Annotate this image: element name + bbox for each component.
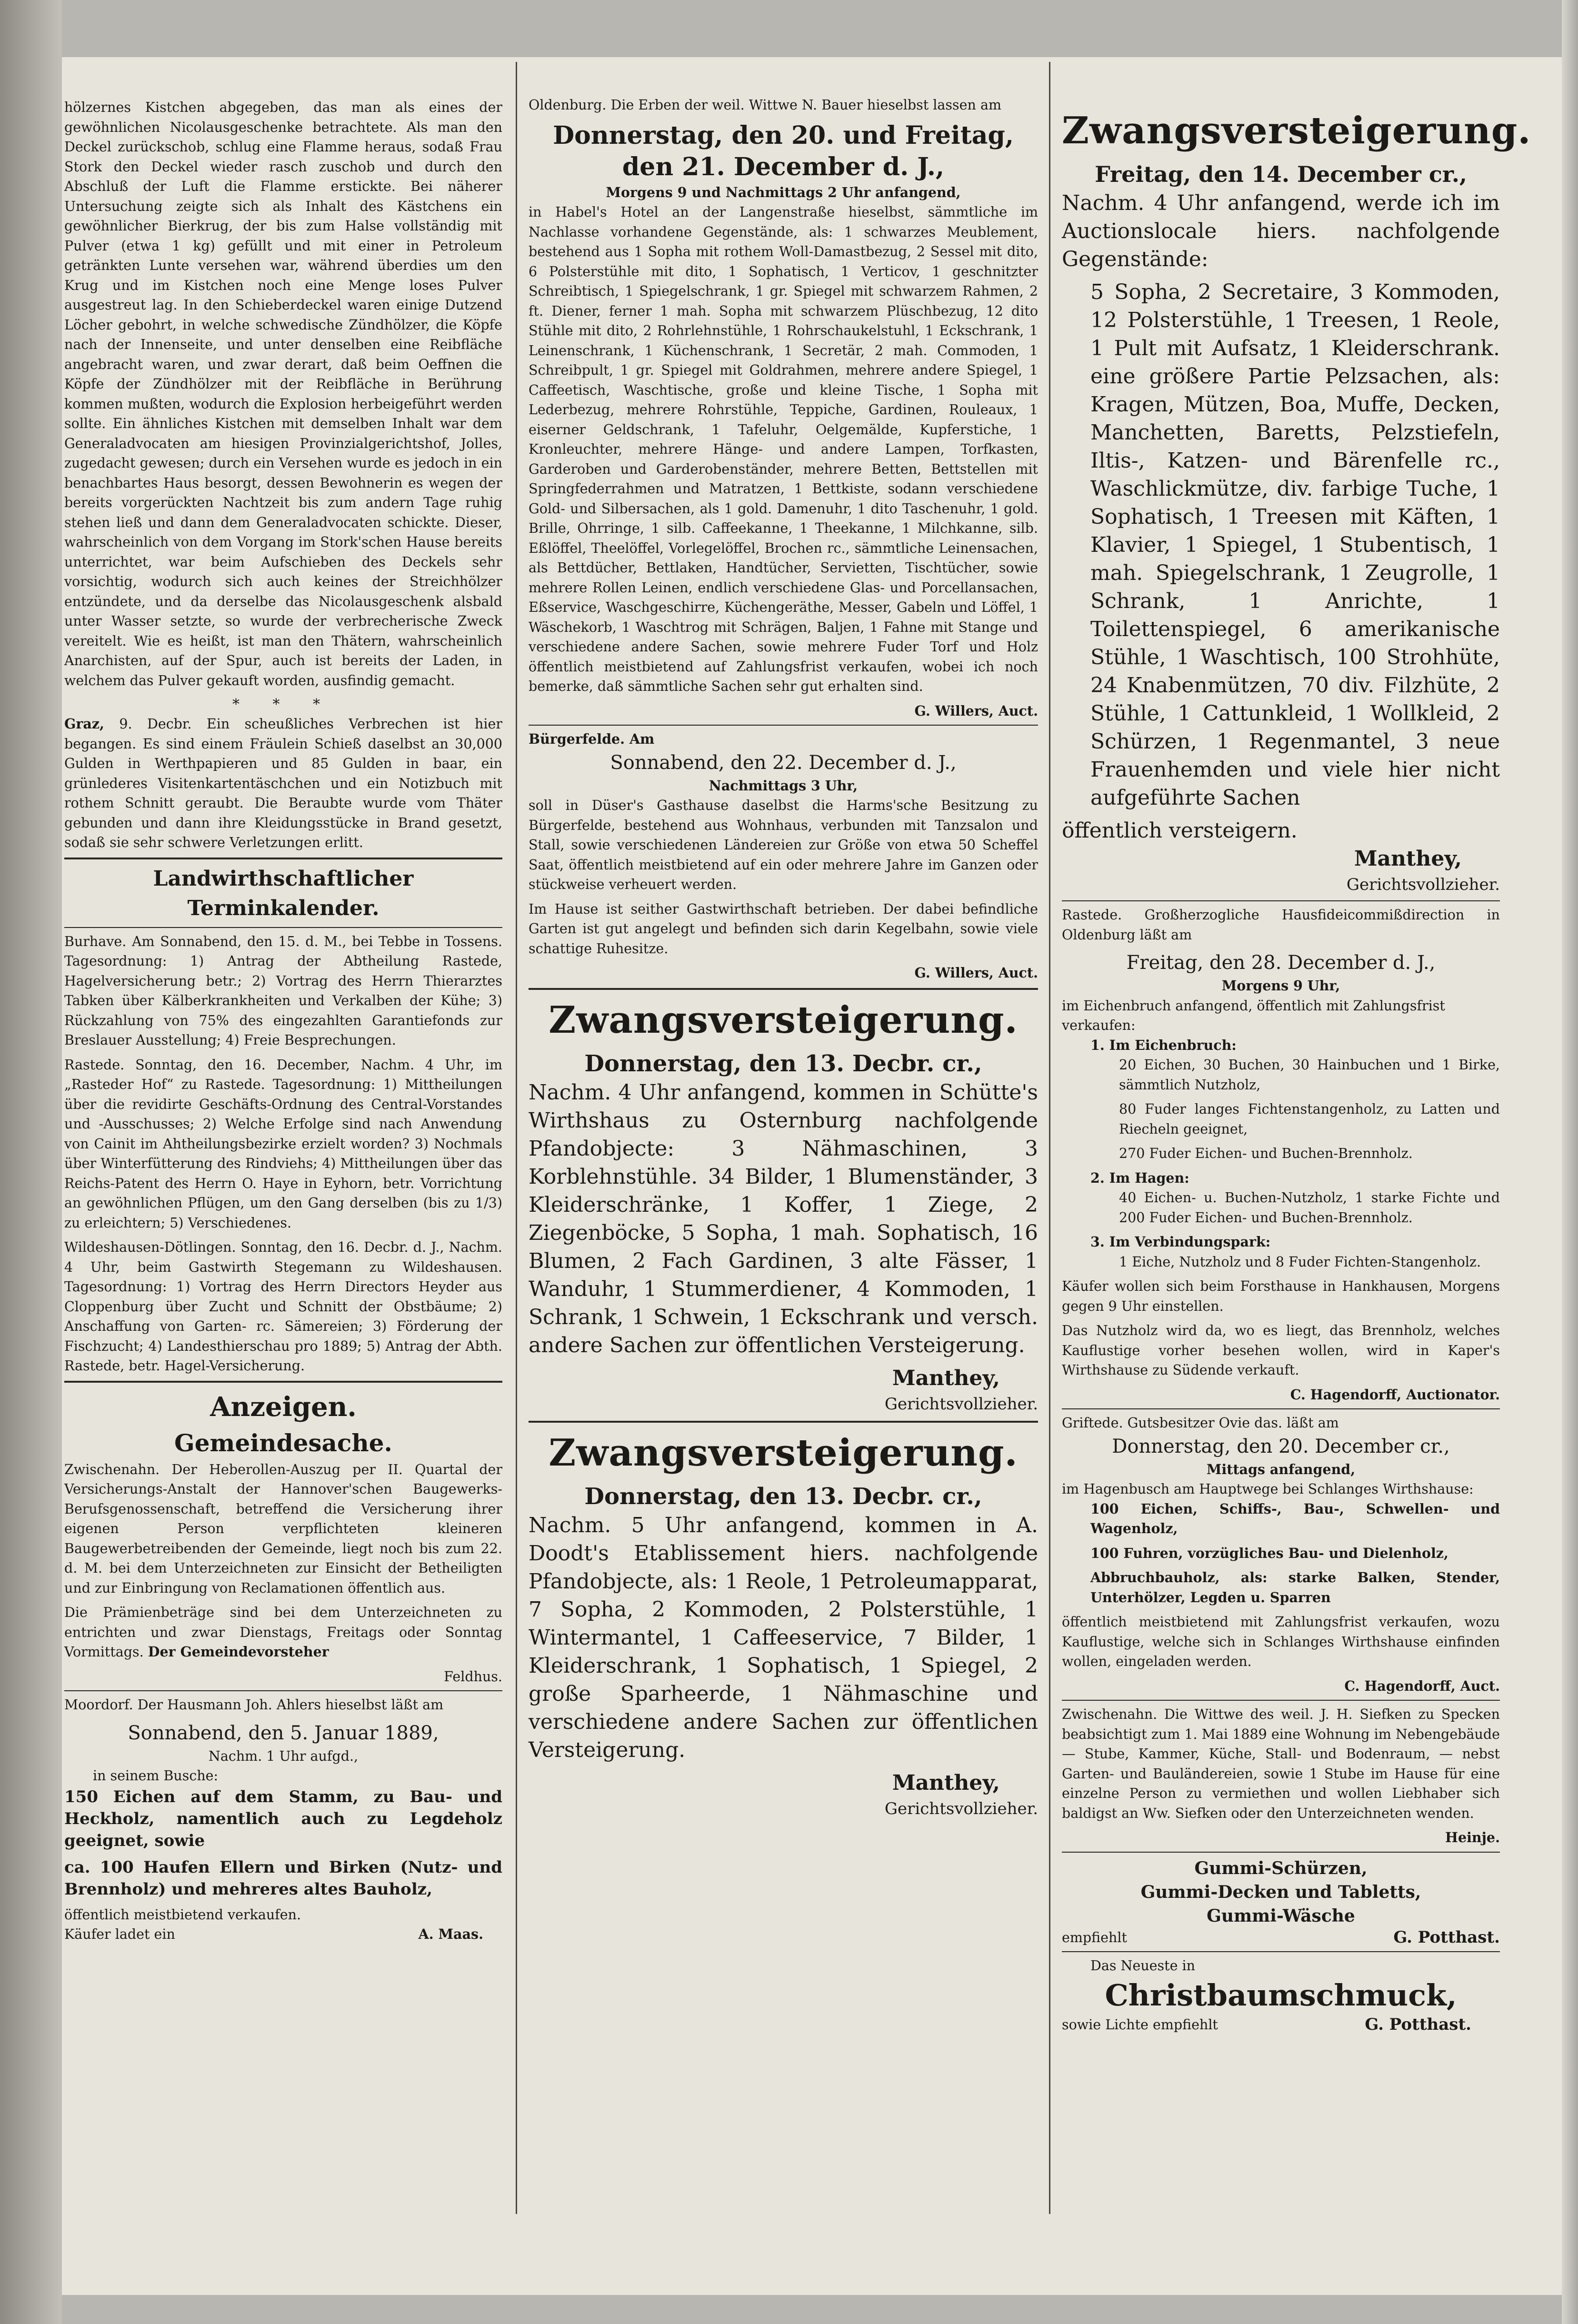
praemien-text: Die Prämienbeträge sind bei dem Unterzeichneten zu entrichten und zwar Dienstags, Freitags oder Sonntag Vormittags. (64, 1605, 502, 1660)
graz-place: Graz, (64, 716, 104, 732)
separator-stars: * * * (232, 696, 335, 713)
moordorf-intro: Moordorf. Der Hausmann Joh. Ahlers hieselbst läßt am (64, 1697, 444, 1713)
buergerfelde-text: soll in Düser's Gasthause daselbst die Harms'sche Besitzung zu Bürgerfelde, bestehend aus Wohnhaus, verbunden mit Tanzsalon und Stall, sowie verschiedenen Ländereien zur Größe von etwa 50 Scheffel Saat, öffentlich meistbietend auf ein oder mehrere Jahre im Ganzen oder stückweise verheuert werden. (529, 798, 1038, 892)
christbaum-footer (1062, 2015, 1500, 2035)
divider (1062, 900, 1500, 901)
zw3-list: 5 Sopha, 2 Secretaire, 3 Kommoden, 12 Polsterstühle, 1 Treesen, 1 Reole, 1 Pult mit Aufsatz, 1 Kleiderschrank. eine größere Partie Pelzsachen, als: Kragen, Mützen, Boa, Muffe, Decken, Manchetten, Baretts, Pelzstiefeln, Iltis-, Katzen- und Bärenfelle rc., Waschlickmütze, div. farbige Tuche, 1 Sophatisch, 1 Treesen mit Käften, 1 Klavier, 1 Spiegel, 1 Stubentisch, 1 mah. Spiegelschrank, 1 Zeugrolle, 1 Schrank, 1 Anrichte, 1 Toilettenspiegel, 6 amerikanische Stühle, 1 Waschtisch, 100 Strohhüte, 24 Knabenmützen, 70 div. Filzhüte, 2 Stühle, 1 Cattunkleid, 1 Wollkleid, 2 Schürzen, 1 Regenmantel, 3 neue Frauenhemden und viele hier nicht aufgeführte Sachen (1090, 280, 1500, 810)
divider (64, 1690, 502, 1691)
griftede-location: im Hagenbusch am Hauptwege bei Schlanges Wirthshause: (1062, 1481, 1474, 1497)
forsthaus-note: Käufer wollen sich beim Forsthause in Hankhausen, Morgens gegen 9 Uhr einstellen. (1062, 1278, 1500, 1314)
signature-hagendorff-1: C. Hagendorff, Auctionator. (1290, 1386, 1500, 1403)
zw1-text: Nachm. 4 Uhr anfangend, kommen in Schütte's Wirthshaus zu Osternburg nachfolgende Pfandobjecte: 3 Nähmaschinen, 3 Korblehnstühle. 34 Bilder, 1 Blumenständer, 3 Kleiderschränke, 1 Koffer, 1 Ziege, 2 Ziegenböcke, 5 Sopha, 1 mah. Sophatisch, 16 Blumen, 2 Fach Gardinen, 3 alte Fässer, 1 Wanduhr, 1 Stummerdiener, 4 Kommoden, 1 Schrank, 1 Schwein, 1 Eckschrank und versch. andere Sachen zur öffentlichen Versteigerung. (529, 1080, 1038, 1357)
article-graz (64, 714, 502, 853)
griftede-text: öffentlich meistbietend mit Zahlungsfrist verkaufen, wozu Kauflustige, welche sich in Schlanges Wirthshause einfinden wollen, eingeladen werden. (1062, 1614, 1500, 1669)
oldenburg-time: Morgens 9 und Nachmittags 2 Uhr anfangend, (606, 184, 961, 200)
zw3-date: Freitag, den 14. December cr., (1095, 161, 1467, 187)
griftede-item-3: Abbruchbauholz, als: starke Balken, Stender, Unterhölzer, Legden u. Sparren (1090, 1569, 1500, 1606)
rastede-date: Freitag, den 28. December d. J., (1126, 952, 1436, 974)
list-heading-2: 2. Im Hagen: (1090, 1169, 1189, 1186)
rastede-intro: Rastede. Großherzogliche Hausfideicommißdirection in Oldenburg läßt am (1062, 907, 1500, 943)
signature-potthast-2: G. Potthast. (1365, 2015, 1471, 2034)
gemeindevorsteher: Der Gemeindevorsteher (148, 1644, 329, 1660)
graz-text: 9. Decbr. Ein scheußliches Verbrechen ist hier begangen. Es sind einem Fräulein Schieß daselbst an 30,000 Gulden in Werthpapieren und 85 Gulden in baar, ein grünlederes Visitenkartentäschchen und ein Notizbuch mit rothem Schnitt geraubt. Die Beraubte wurde vom Thäter gebunden und dann ihre Kleidungsstücke in Brand gesetzt, sodaß sie sehr schwere Verletzungen erlitt. (64, 716, 503, 850)
praemien-notice (64, 1603, 502, 1662)
neueste-text: Das Neueste in (1090, 1958, 1196, 1974)
zw2-text: Nachm. 5 Uhr anfangend, kommen in A. Doodt's Etablissement hiers. nachfolgende Pfandobjecte, als: 1 Reole, 1 Petroleumapparat, 7 Sopha, 2 Kommoden, 2 Polsterstühle, 1 Wintermantel, 1 Caffeeservice, 7 Bilder, 1 Kleiderschrank, 1 Sophatisch, 1 Spiegel, 2 große Sparheerde, 1 Nähmaschine und verschiedene andere Sachen zur öffentlichen Versteigerung. (529, 1513, 1038, 1762)
list-item-2a: 40 Eichen- u. Buchen-Nutzholz, 1 starke Fichte und 200 Fuder Eichen- und Buchen-Brennholz. (1119, 1190, 1500, 1226)
zw3-intro: Nachm. 4 Uhr anfangend, werde ich im Auctionslocale hiers. nachfolgende Gegenstände: (1062, 191, 1500, 271)
gummi-footer (1062, 1928, 1500, 1948)
zwischenahn-wohnung: Zwischenahn. Die Wittwe des weil. J. H. Siefken zu Specken beabsichtigt zum 1. Mai 1889 eine Wohnung im Nebengebäude — Stube, Kammer, Küche, Stall- und Bodenraum, — nebst Garten- und Bauländereien, sowie 1 Stube im Hause für eine einzelne Person zu vermiethen und wollen Liebhaber sich baldigst an Ww. Siefken oder den Unterzeichneten wenden. (1062, 1706, 1500, 1821)
book-spine (0, 0, 62, 2324)
gemeindesache-heading: Gemeindesache. (174, 1428, 392, 1457)
griftede-date: Donnerstag, den 20. December cr., (1112, 1435, 1450, 1457)
oldenburg-inventory: in Habel's Hotel an der Langenstraße hieselbst, sämmtliche im Nachlasse vorhandene Gegenstände, als: 1 schwarzes Meublement, bestehend aus 1 Sopha mit rothem Woll-Damastbezug, 2 Sessel mit dito, 6 Polsterstühle mit dito, 1 Sophatisch, 1 Verticov, 1 geschnitzter Schreibtisch, 1 Spiegelschrank, 1 gr. Spiegel mit schwarzem Rahmen, 2 ft. Diener, ferner 1 mah. Sopha mit schwarzem Plüschbezug, 12 dito Stühle mit dito, 2 Rohrlehnstühle, 1 Rohrschaukelstuhl, 1 Eckschrank, 1 Leinenschrank, 1 Küchenschrank, 1 Secretär, 2 mah. Commoden, 1 Schreibpult, 1 gr. Spiegel mit Goldrahmen, mehrere andere Spiegel, 1 Caffeetisch, Waschtische, große und kleine Tische, 1 Sopha mit Lederbezug, mehrere Rohrstühle, Teppiche, Gardinen, Rouleaux, 1 eiserner Geldschrank, 1 Tafeluhr, Oelgemälde, Kupferstiche, 1 Kronleuchter, mehrere Hänge- und andere Lampen, Torfkasten, Garderoben und Garderobenständer, mehrere Betten, Bettstellen mit Springfederrahmen und Matratzen, 1 Bettkiste, sodann verschiedene Gold- und Silbersachen, als 1 gold. Damenuhr, 1 dito Taschenuhr, 1 gold. Brille, Ohrringe, 1 silb. Caffeekanne, 1 Theekanne, 1 Milchkanne, silb. Eßlöffel, Theelöffel, Vorlegelöffel, Brochen rc., sämmtliche Leinensachen, als Bettdücher, Bettlaken, Handtücher, Servietten, Tischtücher, sowie mehrere Rollen Leinen, endlich verschiedene Glas- und Porcellansachen, Eßservice, Waschgeschirre, Küchengeräthe, Messer, Gabeln und Löffel, 1 Wäschekorb, 1 Waschtrog mit Schrägen, Baljen, 1 Fahne mit Stange und verschiedene andere Sachen, sowie mehrere Fuder Torf und Holz öffentlich meistbietend auf Zahlungsfrist verkaufen, wobei ich noch bemerke, daß sämmtliche Sachen sehr gut erhalten sind. (529, 204, 1038, 694)
moordorf-haufen: ca. 100 Haufen Ellern und Birken (Nutz- und Brennholz) und mehreres altes Bauholz, (64, 1857, 502, 1899)
divider (1062, 1408, 1500, 1409)
empfiehlt-text: empfiehlt (1062, 1929, 1127, 1945)
signature-willers-1: G. Willers, Auct. (914, 702, 1038, 719)
buergerfelde-time: Nachmittags 3 Uhr, (709, 777, 858, 794)
moordorf-footer (64, 1925, 502, 1945)
entry-wildeshausen: Wildeshausen-Dötlingen. Sonntag, den 16. Decbr. d. J., Nachm. 4 Uhr, beim Gastwirth Stegemann zu Wildeshausen. Tagesordnung: 1) Vortrag des Herrn Directors Heyder aus Cloppenburg über Zucht und Schnitt der Obstbäume; 2) Anschaffung von Garten- rc. Sämereien; 3) Förderung der Fischzucht; 4) Landesthierschau pro 1889; 5) Antrag der Abth. Rastede, betr. Hagel-Versicherung. (64, 1239, 502, 1374)
entry-burhave: Burhave. Am Sonnabend, den 15. d. M., bei Tebbe in Tossens. Tagesordnung: 1) Antrag der Abtheilung Rastede, Hagelversicherung betr.; 2) Vortrag des Herrn Thierarztes Tabken über Kälberkrankheiten und Verkalben der Kühe; 3) Rückzahlung von 75% des eingezahlten Garantiefonds zur Breslauer Ausstellung; 4) Freie Besprechungen. (64, 933, 502, 1048)
rastede-location: im Eichenbruch anfangend, öffentlich mit Zahlungsfrist verkaufen: (1062, 997, 1445, 1033)
column-right (1062, 102, 1531, 2035)
lichte-text: sowie Lichte empfiehlt (1062, 2016, 1218, 2033)
title-gv-1: Gerichtsvollzieher. (884, 1394, 1038, 1414)
column-rule (1049, 62, 1050, 2214)
moordorf-time: Nachm. 1 Uhr aufgd., (208, 1748, 359, 1764)
zwischenahn-notice: Zwischenahn. Der Heberollen-Auszug per II. Quartal der Versicherungs-Anstalt der Hannover'schen Baugewerks-Berufsgenossenschaft, betreffend die Versicherung ihrer eigenen Person verpflichteten kleineren Baugewerbetreibenden der Gemeinde, liegt noch bis zum 22. d. M. bei dem Unterzeichneten zur Einsicht der Betheiligten und zur Einbringung von Reclamationen öffentlich aus. (64, 1461, 502, 1596)
moordorf-eichen: 150 Eichen auf dem Stamm, zu Bau- und Heckholz, namentlich auch zu Legdeholz geeignet, sowie (64, 1787, 502, 1850)
signature-manthey-3: Manthey, (1354, 847, 1462, 871)
divider (1062, 1700, 1500, 1701)
title-gv-3: Gerichtsvollzieher. (1346, 875, 1500, 894)
nutzholz-note: Das Nutzholz wird da, wo es liegt, das Brennholz, welches Kauflustige vorher besehen wollen, wird in Kaper's Wirthshause zu Südende verkauft. (1062, 1323, 1500, 1378)
divider (1062, 1951, 1500, 1952)
section-title: Landwirthschaftlicher Terminkalender. (153, 866, 414, 920)
list-heading-3: 3. Im Verbindungspark: (1090, 1234, 1271, 1250)
griftede-item-1: 100 Eichen, Schiffs-, Bau-, Schwellen- und Wagenholz, (1090, 1500, 1500, 1536)
buergerfelde-intro: Bürgerfelde. Am (529, 731, 655, 747)
page-edge (1562, 0, 1578, 2324)
signature-feldhus: Feldhus. (444, 1668, 502, 1685)
oldenburg-date: Donnerstag, den 20. und Freitag, den 21. December d. J., (553, 120, 1014, 181)
zwangsversteigerung-heading-3: Zwangsversteigerung. (1062, 109, 1531, 152)
oldenburg-intro: Oldenburg. Die Erben der weil. Wittwe N. Bauer hieselbst lassen am (529, 97, 1001, 113)
zw2-date: Donnerstag, den 13. Decbr. cr., (584, 1483, 982, 1510)
zw3-end: öffentlich versteigern. (1062, 818, 1298, 843)
list-heading-1: 1. Im Eichenbruch: (1090, 1037, 1237, 1053)
entry-rastede: Rastede. Sonntag, den 16. December, Nachm. 4 Uhr, im „Rasteder Hof“ zu Rastede. Tagesordnung: 1) Mittheilungen über die revidirte Geschäfts-Ordnung des Central-Vorstandes und -Ausschusses; 2) Welche Erfolge sind nach Anwendung von Cainit im Ahtheilungsbezirke erzielt worden? 3) Nochmals über Winterfütterung des Rindviehs; 4) Mittheilungen über das Reichs-Patent des Herrn O. Haye in Eyhorn, betr. Vorrichtung an gewöhnlichen Pflügen, um den Gang derselben (bis zu 1/3) zu erleichtern; 5) Verschiedenes. (64, 1057, 502, 1231)
signature-manthey-2: Manthey, (892, 1770, 1000, 1795)
signature-manthey-1: Manthey, (892, 1366, 1000, 1390)
zwangsversteigerung-heading-1: Zwangsversteigerung. (549, 998, 1018, 1042)
list-item-1b: 80 Fuder langes Fichtenstangenholz, zu Latten und Riecheln geeignet, (1119, 1101, 1500, 1137)
article-continued: hölzernes Kistchen abgegeben, das man als eines der gewöhnlichen Nicolausgeschenke betrachtete. Als man den Deckel zurückschob, schlug eine Flamme heraus, sodaß Frau Stork den Deckel wieder rasch zuschob und durch den Abschluß der Luft die Flamme erstickte. Bei näherer Untersuchung zeigte sich als Inhalt des Kästchens ein gewöhnlicher Bierkrug, der bis zum Halse vollständig mit Pulver (etwa 1 kg) gefüllt und mit einer in Petroleum getränkten Lunte versehen war, während überdies um den Krug und im Kistchen noch eine Menge loses Pulver ausgestreut lag. In den Schieberdeckel waren einige Dutzend Löcher gebohrt, in welche schwedische Zündhölzer, die Köpfe nach der Innenseite, und unter denselben eine Reibfläche angebracht waren, und zwar derart, daß beim Oeffnen die Köpfe der Zündhölzer mit der Reibfläche in Berührung kommen mußten, wodurch die Explosion herbeigeführt werden sollte. Ein ähnliches Kistchen mit demselben Inhalt war dem Generaladvocaten am hiesigen Provinzialgerichtshof, Jolles, zugedacht gewesen; durch ein Versehen wurde es jedoch in ein benachbartes Haus besorgt, dessen Bewohnerin es wegen der bereits vorgerückten Nachtzeit bis zum andern Tage ruhig stehen ließ und dann dem Generaladvocaten schickte. Dieser, wahrscheinlich von dem Vorgang im Stork'schen Hause bereits unterrichtet, war beim Aufschieben des Deckels sehr vorsichtig, wodurch sich auch keines der Streichhölzer entzündete, und da derselbe das Nicolausgeschenk alsbald unter Wasser setzte, so wurde der verbrecherische Zweck vereitelt. Wie es heißt, ist man den Thätern, wahrscheinlich Anarchisten, auf der Spur, auch ist bereits der Laden, in welchem das Pulver gekauft worden, ausfindig gemacht. (64, 100, 502, 688)
divider (529, 1421, 1038, 1423)
list-item-1c: 270 Fuder Eichen- und Buchen-Brennholz. (1119, 1146, 1413, 1161)
signature-willers-2: G. Willers, Auct. (914, 965, 1038, 981)
title-gv-2: Gerichtsvollzieher. (884, 1799, 1038, 1818)
gummi-line-1: Gummi-Schürzen, (1194, 1858, 1368, 1878)
anzeigen-heading: Anzeigen. (210, 1391, 357, 1423)
divider (529, 725, 1038, 726)
signature-heinje: Heinje. (1445, 1829, 1500, 1845)
moordorf-sale: öffentlich meistbietend verkaufen. (64, 1906, 301, 1923)
gummi-line-3: Gummi-Wäsche (1207, 1905, 1355, 1926)
list-item-3a: 1 Eiche, Nutzholz und 8 Fuder Fichten-Stangenholz. (1119, 1254, 1481, 1270)
kaeufer-text: Käufer ladet ein (64, 1926, 175, 1942)
signature-hagendorff-2: C. Hagendorff, Auct. (1344, 1677, 1500, 1694)
zwangsversteigerung-heading-2: Zwangsversteigerung. (549, 1431, 1018, 1475)
griftede-item-2: 100 Fuhren, vorzügliches Bau- und Dielenholz, (1090, 1545, 1448, 1561)
buergerfelde-date: Sonnabend, den 22. December d. J., (610, 751, 957, 774)
column-rule (516, 62, 517, 2214)
divider (64, 927, 502, 928)
griftede-time: Mittags anfangend, (1206, 1461, 1356, 1477)
griftede-intro: Griftede. Gutsbesitzer Ovie das. läßt am (1062, 1415, 1339, 1431)
signature-potthast-1: G. Potthast. (1393, 1927, 1500, 1947)
divider (64, 1381, 502, 1383)
christbaumschmuck-heading: Christbaumschmuck, (1105, 1977, 1457, 2013)
column-left (64, 98, 502, 1945)
divider (529, 988, 1038, 990)
divider (1062, 1852, 1500, 1853)
rastede-time: Morgens 9 Uhr, (1221, 977, 1340, 994)
gummi-line-2: Gummi-Decken und Tabletts, (1140, 1882, 1421, 1902)
buergerfelde-extra: Im Hause ist seither Gastwirthschaft betrieben. Der dabei befindliche Garten ist gut angelegt und befinden sich darin Kegelbahn, sowie viele schattige Ruhesitze. (529, 901, 1038, 957)
moordorf-location: in seinem Busche: (93, 1768, 219, 1784)
zw1-date: Donnerstag, den 13. Decbr. cr., (584, 1050, 982, 1077)
list-item-1a: 20 Eichen, 30 Buchen, 30 Hainbuchen und 1 Birke, sämmtlich Nutzholz, (1119, 1057, 1500, 1093)
moordorf-date: Sonnabend, den 5. Januar 1889, (128, 1722, 439, 1744)
signature-maas: A. Maas. (418, 1926, 483, 1942)
divider (64, 858, 502, 859)
column-middle (529, 95, 1038, 1821)
